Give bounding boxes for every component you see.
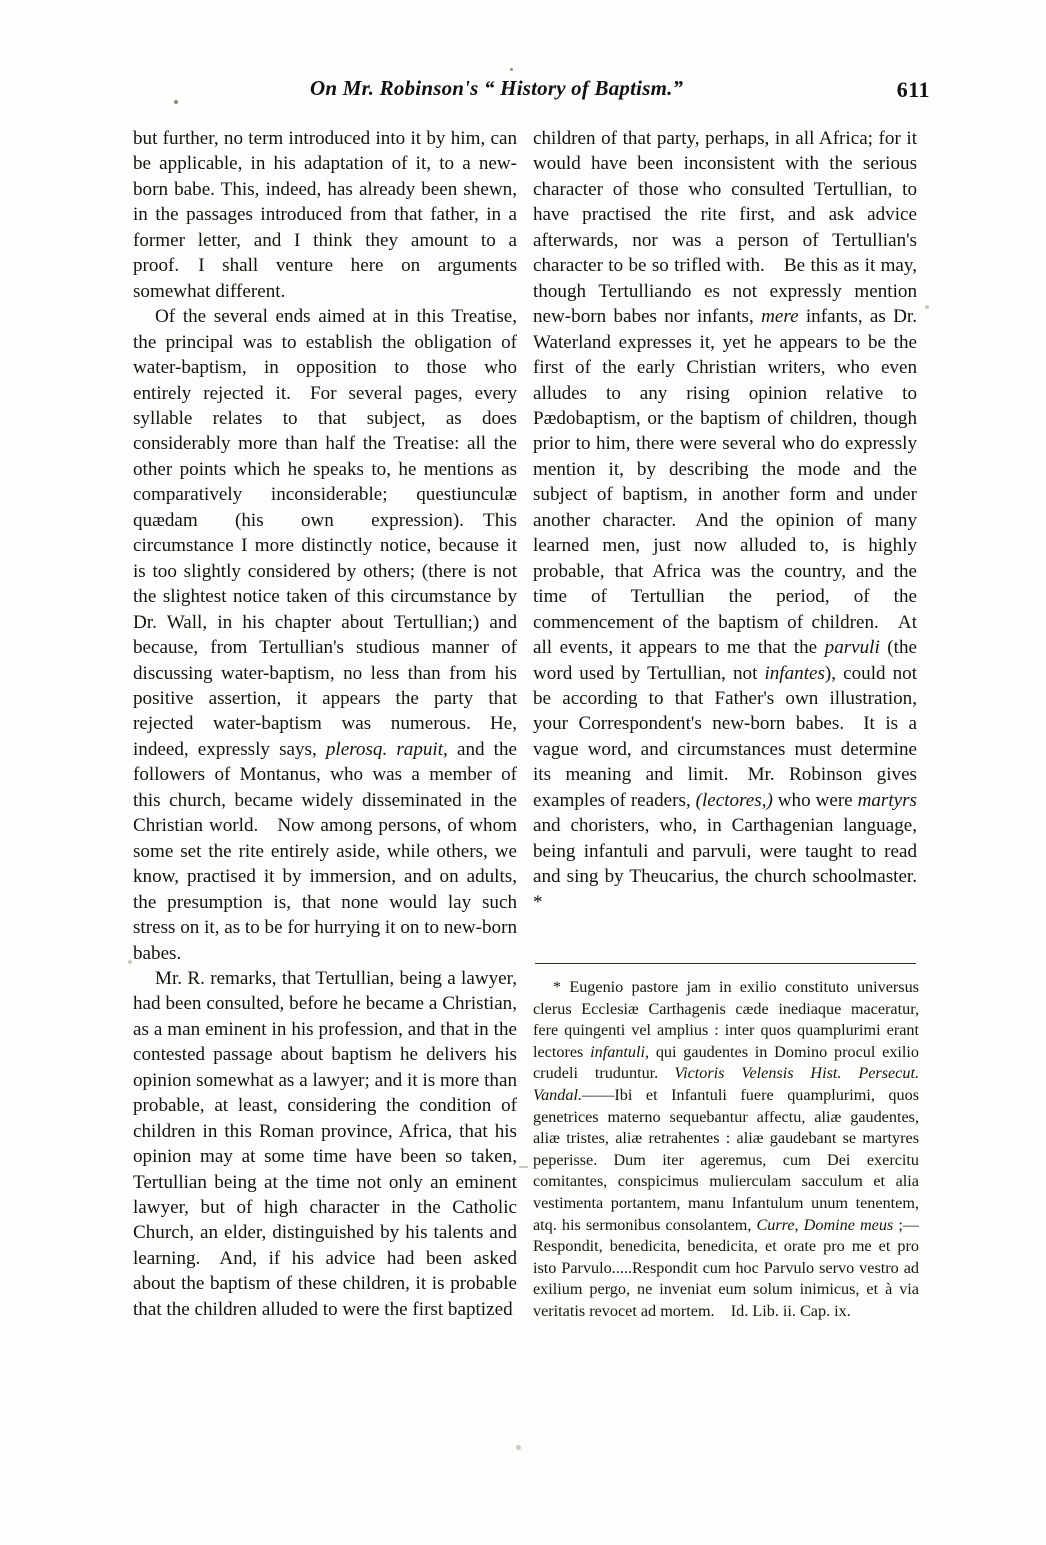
scan-artifact (128, 960, 132, 964)
italic-citation: Victoris Velensis Hist. Persecut. Vandal. (533, 1064, 919, 1104)
scan-artifact (925, 305, 929, 309)
body-text-left-column (133, 126, 517, 1322)
running-head-title: On Mr. Robinson's “ History of Baptism.” (310, 76, 684, 100)
italic-latin-phrase: (lectores,) (695, 789, 773, 811)
scan-speck (510, 68, 513, 71)
italic-word: mere (761, 306, 799, 328)
paragraph: Of the several ends aimed at in this Treatise, the principal was to establish the obligation of water-baptism, in opposition to those who entirely rejected it. For several pages, every syllable relates to that subject, as does considerably more than half the Treatise: all the other points which he speaks to, he mentions as comparatively inconsiderable; questiunculæ quædam (his own expression). This circumstance I more distinctly notice, because it is too slightly considered by others; (there is not the slightest notice taken of this circumstance by Dr. Wall, in his chapter about Tertullian;) and because, from Tertullian's studious manner of discussing water-baptism, no less than from his positive assertion, it appears the party that rejected water-baptism was numerous. He, indeed, expressly says, plerosq. rapuit, and the followers of Montanus, who was a member of this church, became widely disseminated in the Christian world. Now among persons, of whom some set the rite entirely aside, while others, we know, practised it by immersion, and on adults, the presumption is, that none would lay such stress on it, as to be for hurrying it on to new-born babes. (133, 306, 518, 964)
body-text-right-column (533, 126, 917, 915)
italic-latin-phrase: infantuli, (590, 1042, 650, 1061)
scan-speck (174, 100, 178, 104)
italic-latin-phrase: Curre, Domine meus (756, 1215, 894, 1234)
italic-latin-phrase: infantes (764, 662, 825, 684)
italic-latin-phrase: martyrs (857, 789, 917, 811)
italic-latin-phrase: plerosq. rapuit, (325, 738, 448, 760)
scan-artifact (516, 1445, 521, 1450)
italic-latin-phrase: parvuli (824, 637, 880, 659)
footnote-separator-rule (535, 963, 916, 964)
page-number: 611 (896, 77, 930, 102)
paragraph: Mr. R. remarks, that Tertullian, being a lawyer, had been consulted, before he became a Christian, as a man eminent in his profession, and that in the contested passage about baptism he delivers his opinion somewhat as a lawyer; and it is more than probable, at least, considering the condition of children in this Roman province, Africa, that his opinion may at some time have been so taken, Tertullian being at the time not only an eminent lawyer, but of high character in the Catholic Church, an elder, distinguished by his talents and learning. And, if his advice had been asked about the baptism of these children, it is probable that the children alluded to were the first baptized (133, 967, 517, 1320)
scan-artifact (519, 1166, 528, 1168)
footnote-block (533, 977, 919, 1323)
paragraph: children of that party, perhaps, in all Africa; for it would have been inconsistent with the serious character of those who consulted Tertullian, to have practised the rite first, and ask advice afterwards, nor was a person of Tertullian's character to be so trifled with. Be this as it may, though Tertulliando es not expressly mention new-born babes nor infants, mere infants, as Dr. Waterland expresses it, yet he appears to be the first of the early Christian writers, who even alludes to any rising opinion relative to Pædobaptism, or the baptism of children, though prior to him, there were several who do expressly mention it, by describing the mode and the subject of baptism, in another form and under another character. And the opinion of many learned men, just now alluded to, is highly probable, that Africa was the country, and the time of Tertullian the period, of the commencement of the baptism of children. At all events, it appears to me that the parvuli (the word used by Tertullian, not infantes), could not be according to that Father's own illustration, your Correspondent's new-born babes. It is a vague word, and circumstances must determine its meaning and limit. Mr. Robinson gives examples of readers, (lectores,) who were martyrs and choristers, who, in Carthagenian language, being infantuli and parvuli, were taught to read and sing by Theucarius, the church schoolmaster. * (533, 128, 918, 913)
paragraph: but further, no term introduced into it by him, can be applicable, in his adaptation of it, to a new-born babe. This, indeed, has already been shewn, in the passages introduced from that father, in a former letter, and I think they amount to a proof. I shall venture here on arguments somewhat different. (133, 128, 517, 302)
footnote-paragraph: * Eugenio pastore jam in exilio constituto universus clerus Ecclesiæ Carthagenis cæde inediaque maceratur, fere quingenti vel amplius : inter quos quamplurimi erant lectores infantuli, qui gaudentes in Domino procul exilio crudeli truduntur. Victoris Velensis Hist. Persecut. Vandal.——Ibi et Infantuli fuere quamplurimi, quos genetrices materno sequebantur affectu, aliæ gaudentes, aliæ tristes, aliæ retrahentes : aliæ gaudebant se martyres peperisse. Dum iter ageremus, cum Dei exercitu comitantes, conspicimus mulierculam sacculum et alia vestimenta portantem, manu Infantulum unum tenentem, atq. his sermonibus consolantem, Curre, Domine meus ;—Respondit, benedicita, benedicita, et orate pro me et pro isto Parvulo.....Respondit cum hoc Parvulo servo vestro ad exilium pergo, ne inveniat eum solum inimicus, et à via veritatis revocet ad mortem. Id. Lib. ii. Cap. ix. (533, 978, 920, 1320)
running-head (130, 76, 930, 110)
